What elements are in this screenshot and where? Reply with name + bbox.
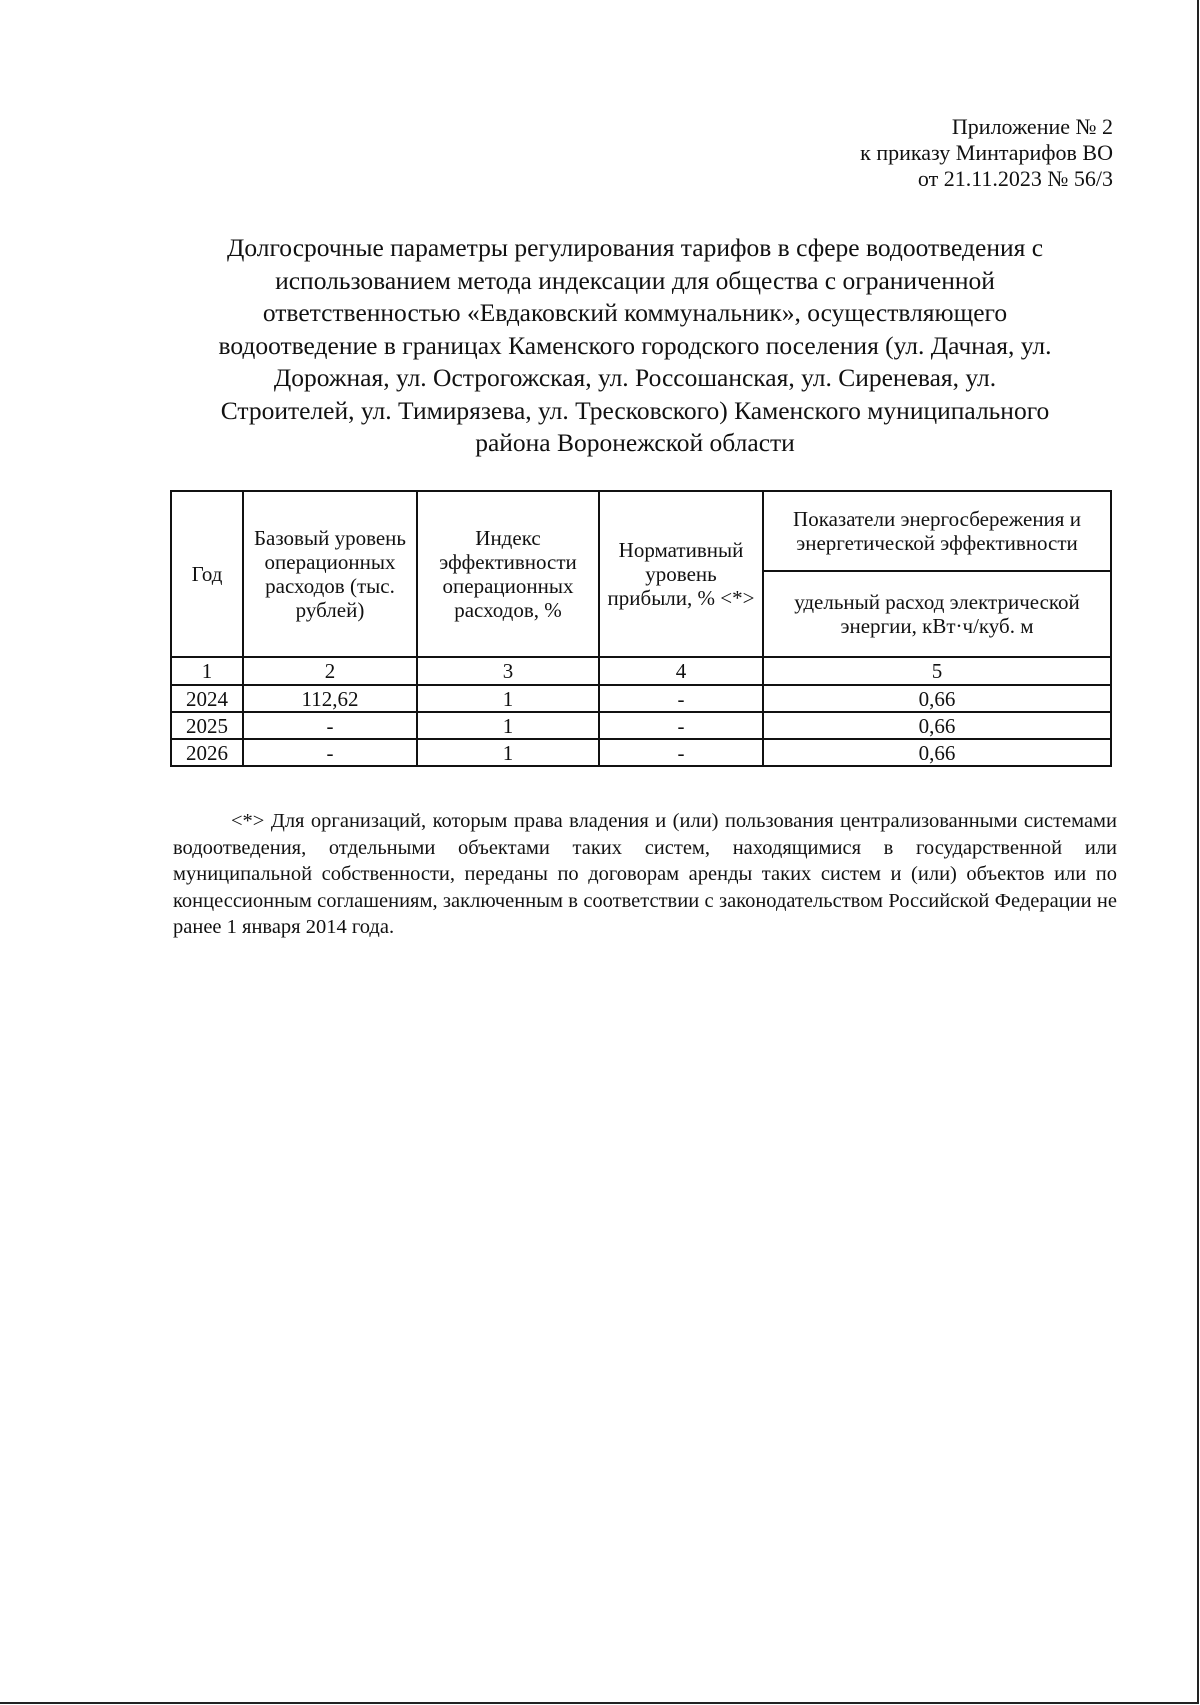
column-number: 1	[171, 657, 243, 685]
cell-profit-level: -	[599, 739, 763, 766]
column-number-row	[171, 657, 1111, 685]
cell-profit-level: -	[599, 685, 763, 712]
cell-energy-consumption: 0,66	[763, 712, 1111, 739]
cell-base-level: -	[243, 739, 417, 766]
title-line: Дорожная, ул. Острогожская, ул. Россошанская, ул. Сиреневая, ул.	[273, 363, 997, 392]
header-base-level: Базовый уровень операционных расходов (тыс. рублей)	[243, 491, 417, 657]
tariff-parameters-table	[170, 490, 1112, 767]
column-number: 2	[243, 657, 417, 685]
appendix-reference	[860, 114, 1113, 192]
cell-energy-consumption: 0,66	[763, 739, 1111, 766]
column-number: 3	[417, 657, 599, 685]
header-efficiency-index: Индекс эффективности операционных расходов, %	[417, 491, 599, 657]
table-row	[171, 685, 1111, 712]
title-line: использованием метода индексации для общества с ограниченной	[275, 265, 995, 295]
table-row	[171, 712, 1111, 739]
column-number: 4	[599, 657, 763, 685]
header-energy-group: Показатели энергосбережения и энергетической эффективности	[763, 491, 1111, 571]
cell-year: 2024	[171, 685, 243, 712]
cell-efficiency-index: 1	[417, 685, 599, 712]
header-row	[171, 491, 1111, 571]
cell-efficiency-index: 1	[417, 739, 599, 766]
cell-profit-level: -	[599, 712, 763, 739]
title-line: водоотведение в границах Каменского городского поселения (ул. Дачная, ул.	[218, 330, 1052, 360]
title-line: ответственностью «Евдаковский коммунальник», осуществляющего	[262, 298, 1008, 327]
table-row	[171, 739, 1111, 766]
cell-year: 2025	[171, 712, 243, 739]
appendix-order: к приказу Минтарифов ВО	[860, 140, 1113, 165]
appendix-number: Приложение № 2	[951, 114, 1113, 139]
title-line: района Воронежской области	[475, 428, 795, 457]
cell-base-level: 112,62	[243, 685, 417, 712]
title-line: Строителей, ул. Тимирязева, ул. Тресковского) Каменского муниципального	[220, 395, 1050, 425]
cell-efficiency-index: 1	[417, 712, 599, 739]
cell-base-level: -	[243, 712, 417, 739]
document-title	[168, 232, 1102, 460]
header-profit-level: Нормативный уровень прибыли, % <*>	[599, 491, 763, 657]
cell-year: 2026	[171, 739, 243, 766]
header-energy-consumption: удельный расход электрической энергии, кВт·ч/куб. м	[763, 571, 1111, 657]
appendix-date: от 21.11.2023 № 56/3	[917, 166, 1113, 191]
cell-energy-consumption: 0,66	[763, 685, 1111, 712]
footnote: <*> Для организаций, которым права владения и (или) пользования централизованными системами водоотведения, отдельными объектами таких систем, находящимися в государственной или муниципальной собственности, переданы по договорам аренды таких систем и (или) объектов или по концессионным соглашениям, заключенным в соответствии с законодательством Российской Федерации не ранее 1 января 2014 года.	[173, 810, 1117, 938]
column-number: 5	[763, 657, 1111, 685]
header-year: Год	[171, 491, 243, 657]
title-line: Долгосрочные параметры регулирования тарифов в сфере водоотведения с	[226, 233, 1044, 262]
